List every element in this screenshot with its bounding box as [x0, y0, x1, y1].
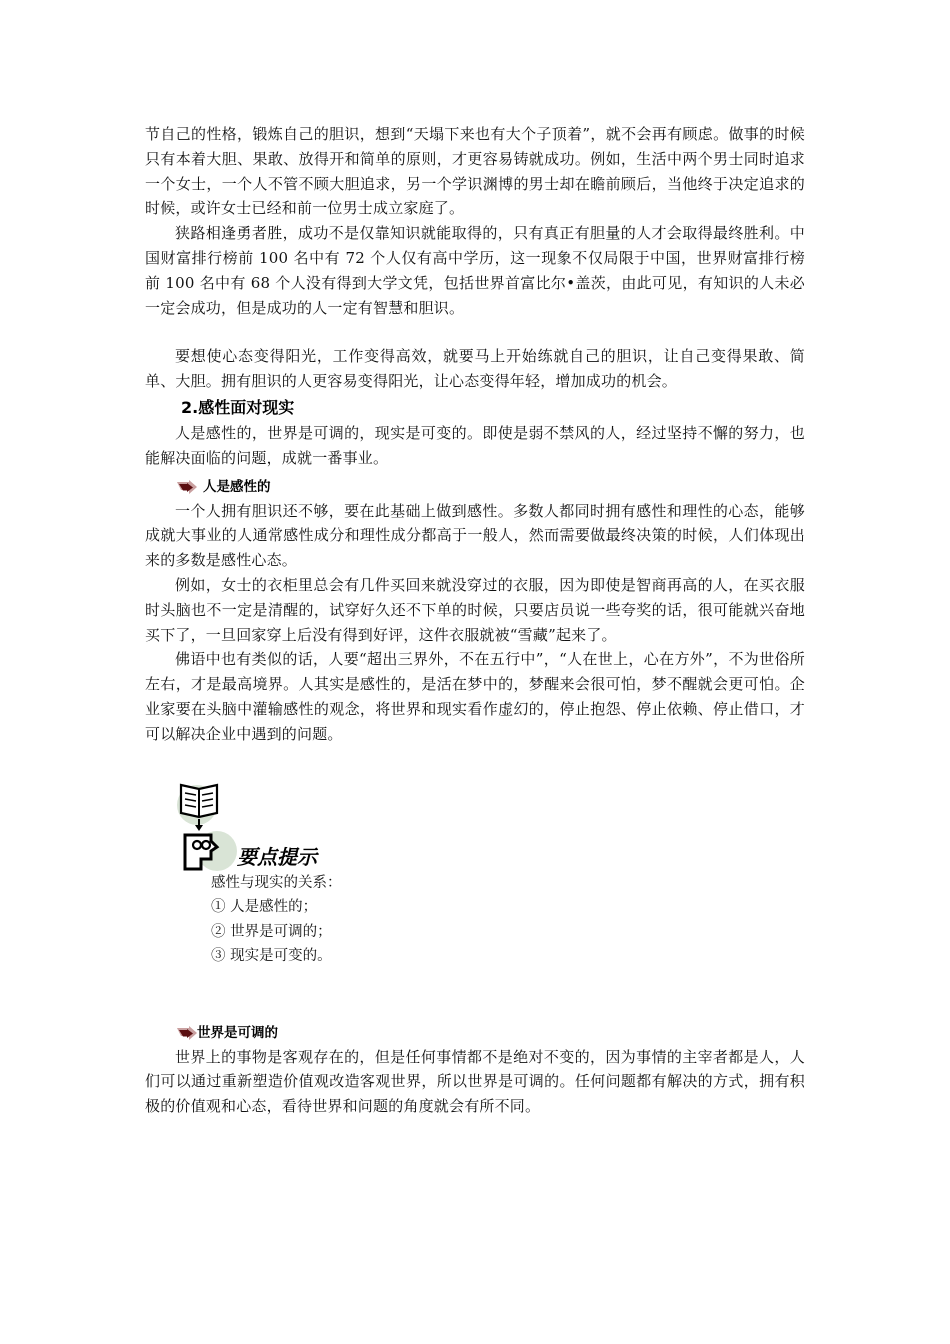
- paragraph: 节自己的性格，锻炼自己的胆识，想到“天塌下来也有大个子顶着”，就不会再有顾虑。做事的时候只有本着大胆、果敢、放得开和简单的原则，才更容易铸就成功。例如，生活中两个男士同时追求一个女士，一个人不管不顾大胆追求，另一个学识渊博的男士却在瞻前顾后，当他终于决定追求的时候，或许女士已经和前一位男士成立家庭了。: [145, 125, 805, 218]
- spacer: [145, 320, 805, 344]
- paragraph: 狭路相逢勇者胜，成功不是仅靠知识就能取得的，只有真正有胆量的人才会取得最终胜利。中国财富排行榜前 100 名中有 72 个人仅有高中学历，这一现象不仅局限于中国，世界财富排行榜前 100 名中有 68 个人没有得到大学文凭，包括世界首富比尔•盖茨，由此可见，有知识的人未必一定会成功，但是成功的人一定有智慧和胆识。: [145, 224, 805, 317]
- subsection-title: 人是感性的: [203, 478, 271, 495]
- document-body: [145, 122, 805, 1119]
- paragraph: 佛语中也有类似的话，人要“超出三界外，不在五行中”，“人在世上，心在方外”，不为世俗所左右，才是最高境界。人其实是感性的，是活在梦中的，梦醒来会很可怕，梦不醒就会更可怕。企业家要在头脑中灌输感性的观念，将世界和现实看作虚幻的，停止抱怨、停止依赖、停止借口，才可以解决企业中遇到的问题。: [145, 650, 805, 743]
- arrow-bullet-icon: [177, 480, 197, 494]
- subsection-title: 世界是可调的: [197, 1024, 278, 1041]
- paragraph: 要想使心态变得阳光，工作变得高效，就要马上开始练就自己的胆识，让自己变得果敢、简单、大胆。拥有胆识的人更容易变得阳光，让心态变得年轻，增加成功的机会。: [145, 347, 805, 391]
- tip-title: 要点提示: [237, 844, 317, 869]
- tip-list: [211, 871, 342, 969]
- subsection-heading: [145, 475, 805, 499]
- paragraph: 一个人拥有胆识还不够，要在此基础上做到感性。多数人都同时拥有感性和理性的心态，能够成就大事业的人通常感性成分和理性成分都高于一般人，然而需要做最终决策的时候，人们体现出来的多数是感性心态。: [145, 501, 805, 570]
- subsection-heading: [145, 1021, 805, 1045]
- tip-item: ① 人是感性的；: [211, 899, 318, 916]
- tip-item: ③ 现实是可变的。: [211, 948, 332, 965]
- paragraph: 世界上的事物是客观存在的，但是任何事情都不是绝对不变的，因为事情的主宰者都是人，人们可以通过重新塑造价值观改造客观世界，所以世界是可调的。任何问题都有解决的方式，拥有积极的价值观和心态，看待世界和问题的角度就会有所不同。: [145, 1047, 805, 1116]
- tip-item: 感性与现实的关系：: [211, 874, 342, 891]
- paragraph: 人是感性的，世界是可调的，现实是可变的。即使是弱不禁风的人，经过坚持不懈的努力，也能解决面临的问题，成就一番事业。: [145, 423, 805, 467]
- book-reader-icon: [177, 779, 239, 875]
- section-heading: 2.感性面对现实: [181, 397, 295, 417]
- tip-item: ② 世界是可调的；: [211, 923, 332, 940]
- paragraph: 例如，女士的衣柜里总会有几件买回来就没穿过的衣服，因为即使是智商再高的人，在买衣服时头脑也不一定是清醒的，试穿好久还不下单的时候，只要店员说一些夸奖的话，很可能就兴奋地买下了，一旦回家穿上后没有得到好评，这件衣服就被“雪藏”起来了。: [145, 575, 805, 644]
- arrow-bullet-icon: [177, 1026, 197, 1040]
- tip-box: [145, 767, 805, 1017]
